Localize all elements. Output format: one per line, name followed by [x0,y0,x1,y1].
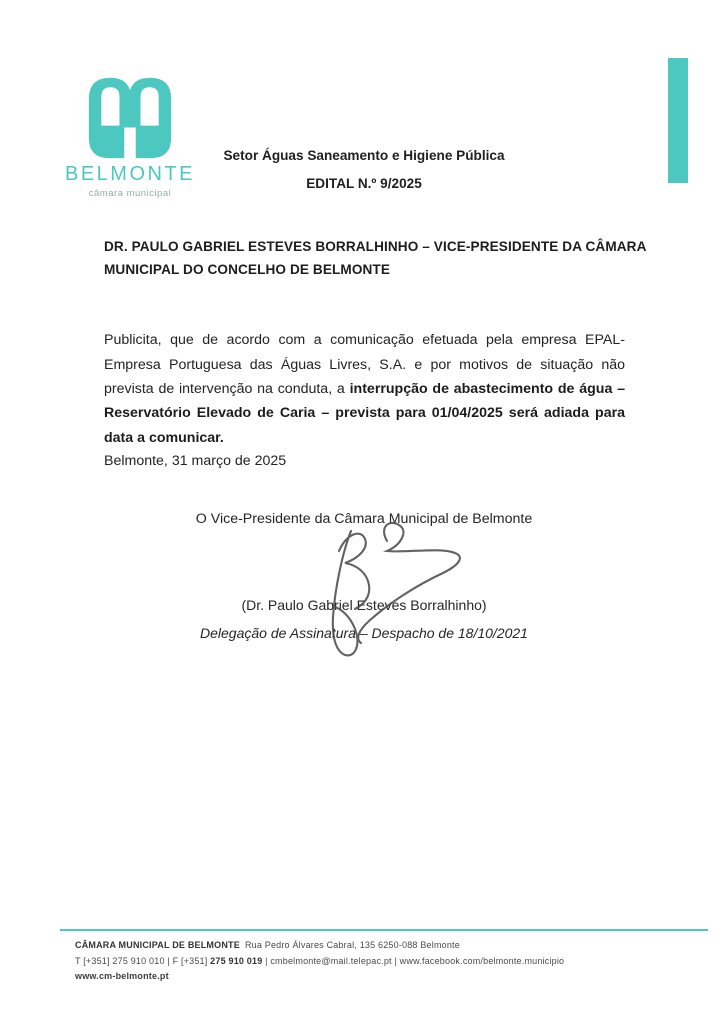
footer-contacts-line [75,954,705,970]
logo-tagline: câmara municipal [88,188,172,199]
footer-phones: T [+351] 275 910 010 | F [+351] [75,955,211,966]
signatory-name: (Dr. Paulo Gabriel Esteves Borralhinho) [241,597,487,613]
body-text-bold: interrupção de abastecimento de água – Reservatório Elevado de Caria – prevista para 01/04/2025 será adiada para data a comunicar. [104,381,626,446]
footer-email-social: | cmbelmonte@mail.telepac.pt | www.facebook.com/belmonte.municipio [262,955,565,966]
footer-address-line [75,938,705,954]
delegation-note: Delegação de Assinatura – Despacho de 18/10/2021 [200,625,528,641]
document-title-line2: MUNICIPAL DO CONCELHO DE BELMONTE [104,261,390,277]
edital-number: EDITAL N.º 9/2025 [306,176,422,191]
handwritten-signature-icon [295,517,470,665]
document-title-line1: DR. PAULO GABRIEL ESTEVES BORRALHINHO – VICE-PRESIDENTE DA CÂMARA [104,239,647,254]
department-title: Setor Águas Saneamento e Higiene Pública [223,148,505,163]
teal-accent-bar [668,58,688,183]
signatory-role: O Vice-Presidente da Câmara Municipal de Belmonte [195,511,533,527]
body-paragraph [104,328,625,450]
document-header [0,148,728,191]
dateline: Belmonte, 31 março de 2025 [104,453,287,469]
belmonte-monogram-icon [79,72,181,160]
logo-wordmark: BELMONTE [64,163,196,185]
footer-fax-number: 275 910 019 [210,955,263,966]
document-title [104,236,664,281]
footer-website: www.cm-belmonte.pt [75,971,169,981]
footer-address: Rua Pedro Álvares Cabral, 135 6250-088 Belmonte [244,940,460,950]
footer-divider [60,929,708,931]
footer [75,938,705,985]
footer-org-name: CÂMARA MUNICIPAL DE BELMONTE [75,940,240,950]
body-text-normal: Publicita, que de acordo com a comunicação efetuada pela empresa EPAL-Empresa Portuguesa das Águas Livres, S.A. e por motivos de situação não prevista de intervenção na conduta, a [104,332,625,397]
